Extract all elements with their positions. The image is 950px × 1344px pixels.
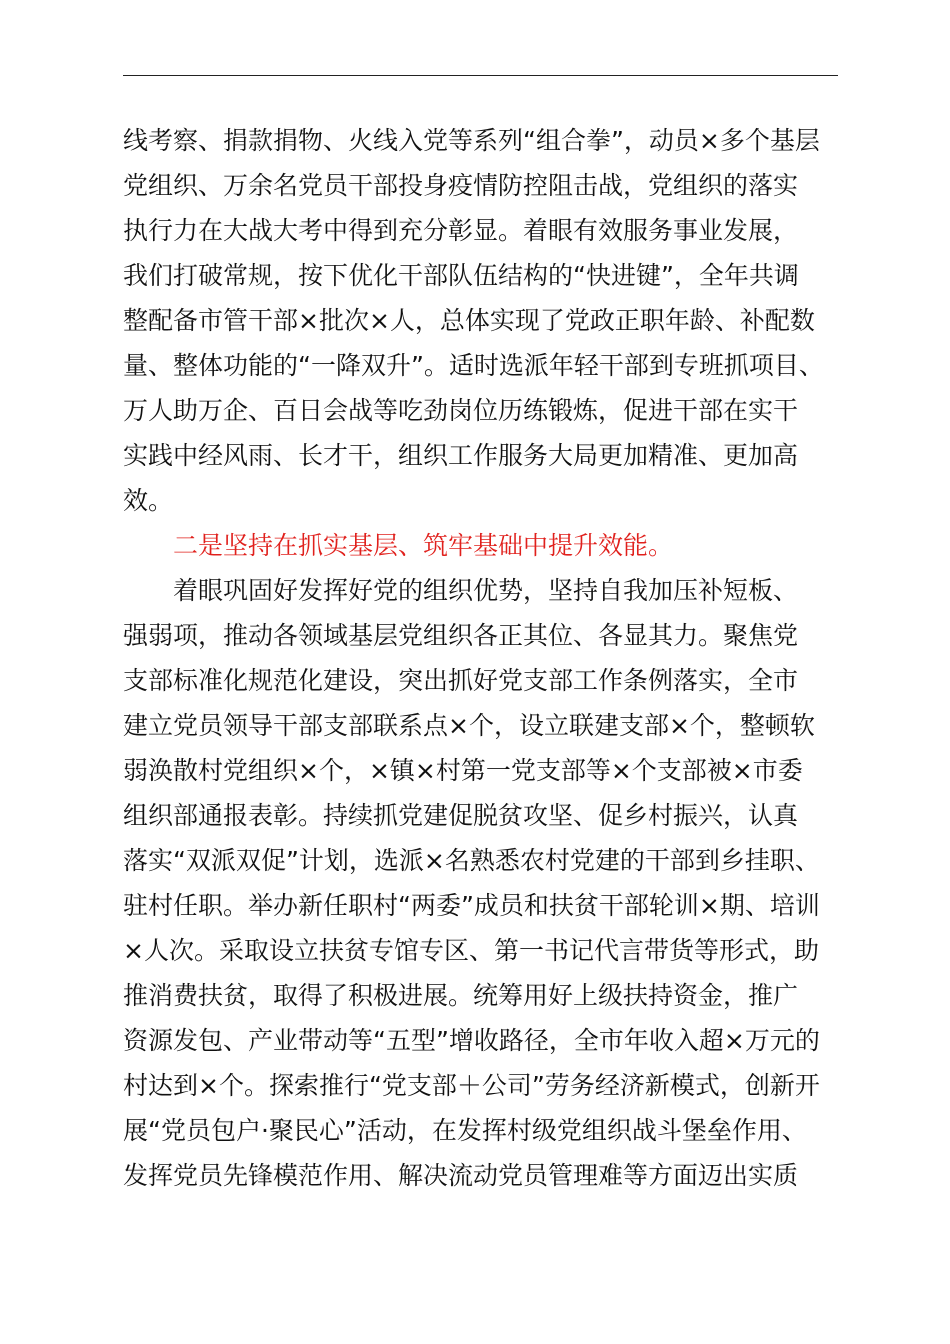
text-line: 整配备市管干部×批次×人，总体实现了党政正职年龄、补配数 [123,306,815,335]
text-line: 展“党员包户·聚民心”活动，在发挥村级党组织战斗堡垒作用、 [123,1116,807,1145]
text-line: 强弱项，推动各领域基层党组织各正其位、各显其力。聚焦党 [123,621,799,650]
text-line: 党组织、万余名党员干部投身疫情防控阻击战，党组织的落实 [123,171,799,200]
text-line: 着眼巩固好发挥好党的组织优势，坚持自我加压补短板、 [173,576,799,605]
text-line: 村达到×个。探索推行“党支部＋公司”劳务经济新模式，创新开 [123,1071,820,1100]
text-line: 组织部通报表彰。持续抓党建促脱贫攻坚、促乡村振兴，认真 [123,801,799,830]
document-body [123,118,843,1198]
text-line: 量、整体功能的“一降双升”。适时选派年轻干部到专班抓项目、 [123,351,824,380]
text-line: 弱涣散村党组织×个，×镇×村第一党支部等×个支部被×市委 [123,756,803,785]
text-line: 发挥党员先锋模范作用、解决流动党员管理难等方面迈出实质 [123,1161,799,1190]
text-line: 实践中经风雨、长才干，组织工作服务大局更加精准、更加高 [123,441,799,470]
text-line: 建立党员领导干部支部联系点×个，设立联建支部×个，整顿软 [123,711,815,740]
section-heading: 二是坚持在抓实基层、筑牢基础中提升效能。 [173,531,674,560]
text-line: 驻村任职。举办新任职村“两委”成员和扶贫干部轮训×期、培训 [123,891,820,920]
text-line: 效。 [123,486,174,515]
continuation-paragraph [123,118,843,523]
text-line: 线考察、捐款捐物、火线入党等系列“组合拳”，动员×多个基层 [123,126,820,155]
text-line: 资源发包、产业带动等“五型”增收路径，全市年收入超×万元的 [123,1026,820,1055]
header-rule [123,75,838,76]
text-line: 支部标准化规范化建设，突出抓好党支部工作条例落实，全市 [123,666,799,695]
section-paragraph [123,568,843,1198]
text-line: 万人助万企、百日会战等吃劲岗位历练锻炼，促进干部在实干 [123,396,799,425]
text-line: 我们打破常规，按下优化干部队伍结构的“快进键”，全年共调 [123,261,799,290]
text-line: 落实“双派双促”计划，选派×名熟悉农村党建的干部到乡挂职、 [123,846,820,875]
text-line: 执行力在大战大考中得到充分彰显。着眼有效服务事业发展， [123,216,799,245]
text-line: ×人次。采取设立扶贫专馆专区、第一书记代言带货等形式，助 [123,936,819,965]
text-line: 推消费扶贫，取得了积极进展。统筹用好上级扶持资金，推广 [123,981,799,1010]
